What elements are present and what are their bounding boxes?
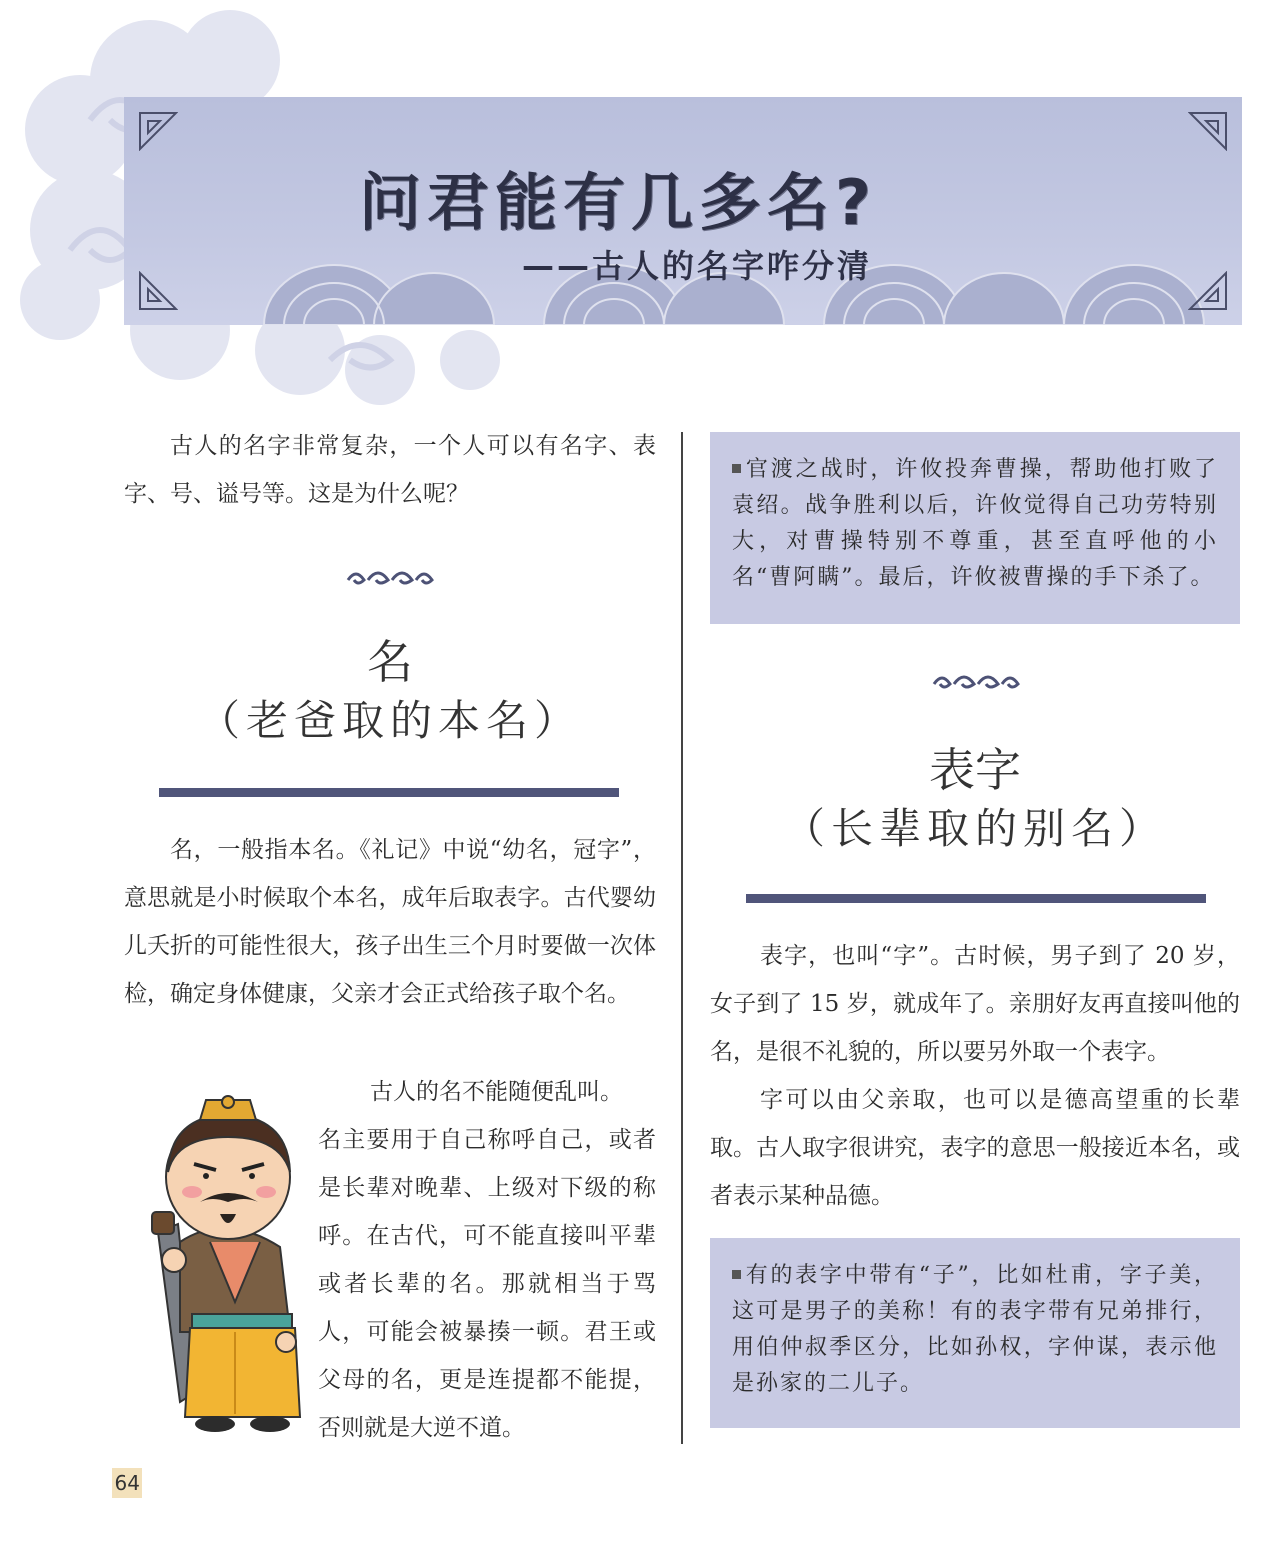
corner-ornament-top-right (1188, 111, 1228, 151)
biaozi-callout (710, 1238, 1240, 1428)
cloud-ornament-icon (344, 566, 436, 588)
ming-usage-first-line: 古人的名不能随便乱叫。 (370, 1079, 623, 1105)
section-subtitle-biaozi: （长辈取的别名） (782, 804, 1167, 853)
bullet-square-icon (732, 1270, 741, 1279)
ming-paragraph: 名，一般指本名。《礼记》中说“幼名，冠字”，意思就是小时候取个本名，成年后取表字。古代婴幼儿夭折的可能性很大，孩子出生三个月时要做一次体检，确定身体健康，父亲才会正式给孩子取个名。 (124, 837, 656, 1007)
page-number: 64 (112, 1468, 142, 1498)
section-title-biaozi: 表字 (929, 743, 1021, 797)
section-title-ming: 名 (367, 635, 413, 689)
corner-ornament-top-left (138, 111, 178, 151)
corner-ornament-bottom-left (138, 271, 178, 311)
section-rule (159, 788, 619, 797)
title-banner (124, 97, 1242, 325)
section-subtitle-ming: （老爸取的本名） (197, 696, 582, 745)
section-rule (746, 894, 1206, 903)
anecdote-text: 官渡之战时，许攸投奔曹操，帮助他打败了袁绍。战争胜利以后，许攸觉得自己功劳特别大，对曹操特别不尊重，甚至直呼他的小名“曹阿瞒”。最后，许攸被曹操的手下杀了。 (732, 457, 1218, 590)
page-title: 问君能有几多名? (359, 166, 877, 239)
biaozi-origin-paragraph: 字可以由父亲取，也可以是德高望重的长辈取。古人取字很讲究，表字的意思一般接近本名，或者表示某种品德。 (710, 1087, 1240, 1209)
column-divider (681, 432, 683, 1444)
intro-paragraph: 古人的名字非常复杂，一个人可以有名字、表字、号、谥号等。这是为什么呢？ (124, 433, 656, 507)
anecdote-callout (710, 432, 1240, 624)
biaozi-paragraph: 表字，也叫“字”。古时候，男子到了 20 岁，女子到了 15 岁，就成年了。亲朋好友再直接叫他的名，是很不礼貌的，所以要另外取一个表字。 (710, 943, 1240, 1065)
corner-ornament-bottom-right (1188, 271, 1228, 311)
page-subtitle: ——古人的名字咋分清 (522, 247, 873, 285)
cloud-ornament-icon (930, 670, 1022, 692)
bullet-square-icon (732, 464, 741, 473)
biaozi-callout-text: 有的表字中带有“子”，比如杜甫，字子美，这可是男子的美称！有的表字带有兄弟排行，用伯仲叔季区分，比如孙权，字仲谋，表示他是孙家的二儿子。 (732, 1263, 1218, 1396)
ming-usage-paragraph: 名主要用于自己称呼自己，或者是长辈对晚辈、上级对下级的称呼。在古代，可不能直接叫平辈或者长辈的名。那就相当于骂人，可能会被暴揍一顿。君王或父母的名，更是连提都不能提，否则就是大逆不道。 (318, 1127, 656, 1441)
ancient-official-illustration (140, 1092, 310, 1437)
